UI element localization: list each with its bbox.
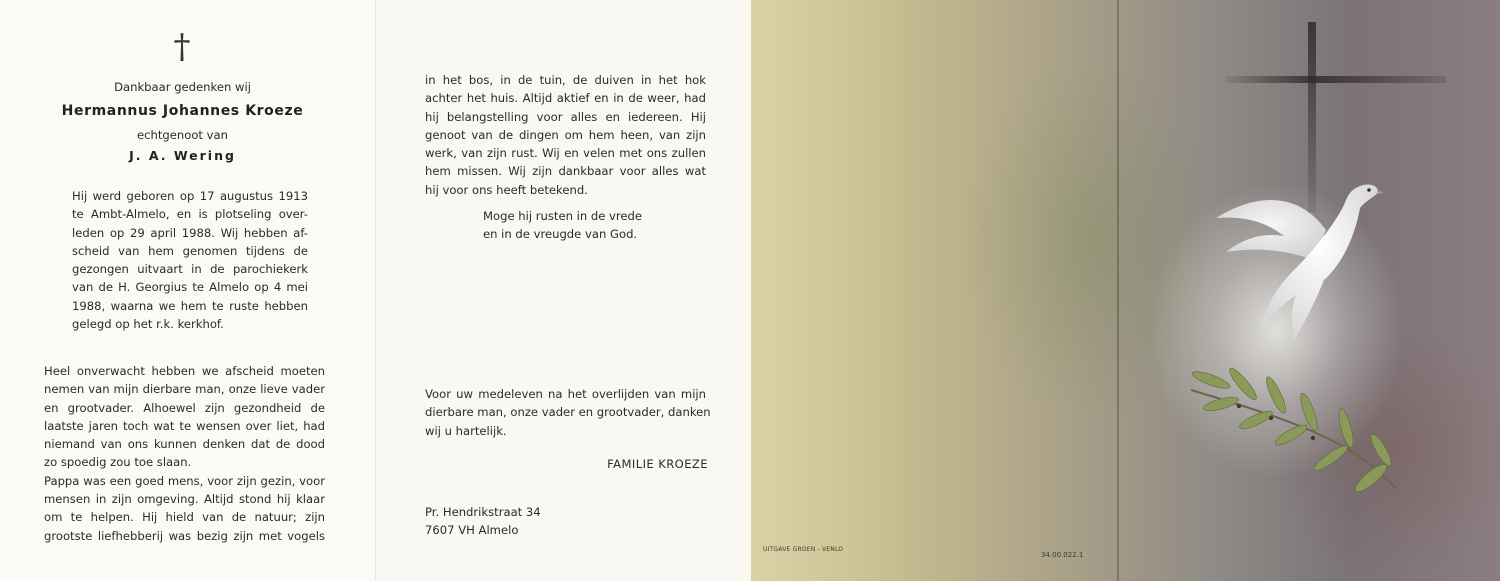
text-line: en grootvader. Alhoewel zijn gezondheid de bbox=[44, 400, 325, 415]
card-catalog-number: 34.00.022.1 bbox=[1041, 551, 1084, 559]
bio-line: scheid van hem genomen tijdens de bbox=[72, 243, 308, 258]
card-left-page bbox=[0, 0, 375, 581]
prayer-line: en in de vreugde van God. bbox=[483, 227, 638, 242]
thanks-line: dierbare man, onze vader en grootvader, danken bbox=[425, 405, 711, 420]
card-fold-line bbox=[1117, 0, 1119, 581]
text-line: mensen in zijn omgeving. Altijd stond hij klaar bbox=[44, 492, 325, 507]
card-artwork bbox=[751, 0, 1500, 581]
text-line: hem missen. Wij zijn dankbaar voor alles wat bbox=[425, 164, 706, 179]
cross-icon bbox=[1226, 76, 1446, 83]
thanks-text bbox=[425, 385, 711, 440]
address-line: Pr. Hendrikstraat 34 bbox=[425, 505, 541, 519]
memorial-text-continued bbox=[425, 71, 706, 199]
card-middle-page bbox=[375, 0, 752, 581]
bio-line: van de H. Georgius te Almelo op 4 mei bbox=[72, 280, 308, 295]
text-line: hij belangstelling voor alles en iedereen. Hij bbox=[425, 109, 706, 124]
spouse-name: J. A. Wering bbox=[129, 148, 236, 163]
text-line: Heel onverwacht hebben we afscheid moeten bbox=[44, 364, 325, 378]
bio-line: gezongen uitvaart in de parochiekerk bbox=[72, 262, 308, 277]
dove-icon bbox=[1206, 170, 1406, 350]
prayer-line: Moge hij rusten in de vrede bbox=[483, 209, 643, 223]
prayer bbox=[483, 207, 683, 244]
text-line: in het bos, in de tuin, de duiven in het hok bbox=[425, 73, 706, 87]
text-line: achter het huis. Altijd aktief en in de weer, had bbox=[425, 91, 706, 106]
olive-branch-icon bbox=[1181, 360, 1411, 510]
text-line: zo spoedig zou toe slaan. bbox=[44, 455, 192, 470]
text-line: niemand van ons kunnen denken dat de dood bbox=[44, 437, 325, 452]
bio-line: te Ambt-Almelo, en is plotseling over- bbox=[72, 207, 308, 222]
address bbox=[425, 503, 625, 540]
bio-line: 1988, waarna we hem te ruste hebben bbox=[72, 298, 308, 313]
text-line: werk, van zijn rust. Wij en velen met ons zullen bbox=[425, 146, 706, 161]
bio-line: leden op 29 april 1988. Wij hebben af- bbox=[72, 225, 308, 240]
text-line: hij voor ons heeft betekend. bbox=[425, 182, 588, 197]
deceased-name: Hermannus Johannes Kroeze bbox=[61, 103, 304, 119]
memorial-text bbox=[44, 362, 325, 545]
thanks-line: Voor uw medeleven na het overlijden van mijn bbox=[425, 387, 706, 401]
intro-text: Dankbaar gedenken wij bbox=[114, 80, 251, 94]
text-line: genoot van de dingen om hem heen, van zijn bbox=[425, 127, 706, 142]
relation-text: echtgenoot van bbox=[137, 128, 228, 142]
text-line: nemen van mijn dierbare man, onze lieve vader bbox=[44, 382, 325, 397]
bio-line: Hij werd geboren op 17 augustus 1913 bbox=[72, 189, 308, 203]
thanks-line: wij u hartelijk. bbox=[425, 423, 507, 438]
family-signature: FAMILIE KROEZE bbox=[607, 457, 708, 471]
text-line: laatste jaren toch wat te wensen over liet, had bbox=[44, 418, 325, 433]
text-line: om te helpen. Hij hield van de natuur; zijn bbox=[44, 510, 325, 525]
publisher-imprint: UITGAVE GROEN - VENLO bbox=[763, 546, 844, 553]
text-line: grootste liefhebberij was bezig zijn met vogels bbox=[44, 528, 325, 543]
bio-line: gelegd op het r.k. kerkhof. bbox=[72, 317, 224, 332]
text-line: Pappa was een goed mens, voor zijn gezin, voor bbox=[44, 473, 325, 488]
address-line: 7607 VH Almelo bbox=[425, 523, 519, 538]
cross-icon: † bbox=[173, 27, 191, 67]
biography bbox=[72, 187, 308, 333]
